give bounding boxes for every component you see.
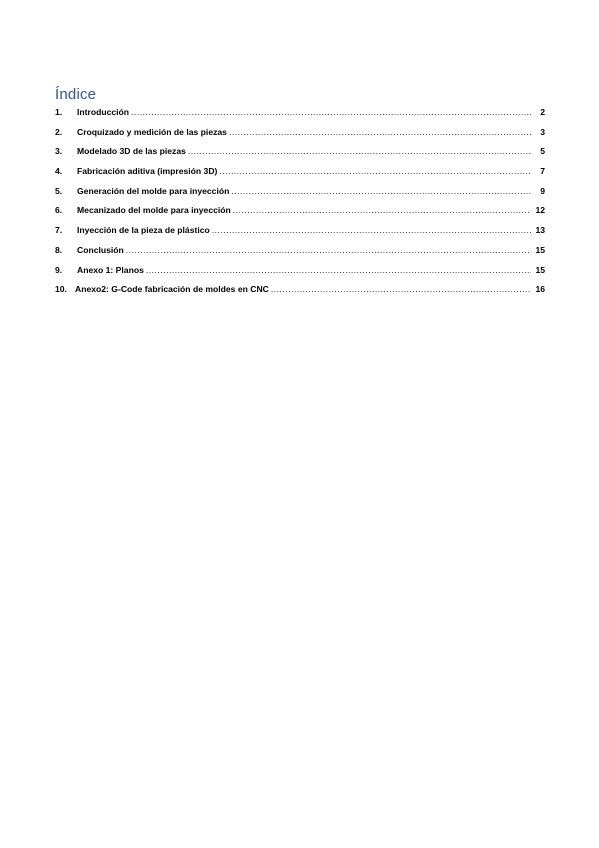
toc-entry-page: 7 <box>540 166 545 177</box>
toc-entry-modelado[interactable] <box>55 146 545 166</box>
toc-leader-dots <box>233 205 531 215</box>
toc-entry-number: 9. <box>55 264 63 275</box>
toc-entry-fabricacion[interactable] <box>55 166 545 186</box>
toc-entry-croquizado[interactable] <box>55 127 545 147</box>
toc-entry-title: Inyección de la pieza de plástico <box>77 225 210 236</box>
toc-entry-title: Conclusión <box>77 244 124 255</box>
toc-entry-title: Introducción <box>77 107 130 117</box>
toc-entry-number: 4. <box>55 166 63 177</box>
toc-entry-number: 1. <box>55 107 63 117</box>
toc-entry-title: Anexo 1: Planos <box>77 264 144 275</box>
toc-leader-dots <box>271 284 531 294</box>
toc-entry-title: Mecanizado del molde para inyección <box>77 205 231 216</box>
toc-leader-dots <box>219 166 531 176</box>
toc-leader-dots <box>229 127 531 137</box>
toc-title: Índice <box>55 86 97 103</box>
toc-entry-title: Modelado 3D de las piezas <box>77 146 186 157</box>
toc-entry-page: 13 <box>535 225 545 236</box>
toc-entry-anexo-1[interactable] <box>55 265 545 285</box>
toc-leader-dots <box>126 245 531 255</box>
toc-entry-page: 16 <box>535 284 545 295</box>
toc-leader-dots <box>146 265 531 275</box>
toc-entry-page: 12 <box>535 205 545 216</box>
toc-entry-page: 15 <box>535 264 545 275</box>
toc-entry-introduccion[interactable] <box>55 107 545 127</box>
toc-leader-dots <box>231 186 531 196</box>
toc-entry-inyeccion[interactable] <box>55 225 545 245</box>
toc-entry-conclusion[interactable] <box>55 245 545 265</box>
toc-entry-page: 15 <box>535 244 545 255</box>
toc-entry-page: 3 <box>540 126 545 137</box>
toc-entry-page: 5 <box>540 146 545 157</box>
toc-entry-number: 8. <box>55 244 63 255</box>
table-of-contents <box>55 107 545 304</box>
toc-entry-page: 2 <box>540 107 545 117</box>
toc-entry-number: 5. <box>55 185 63 196</box>
toc-leader-dots <box>188 146 531 156</box>
toc-entry-mecanizado[interactable] <box>55 205 545 225</box>
toc-leader-dots <box>212 225 531 235</box>
toc-entry-title: Generación del molde para inyección <box>77 185 230 196</box>
toc-entry-page: 9 <box>540 185 545 196</box>
toc-entry-title: Fabricación aditiva (impresión 3D) <box>77 166 218 177</box>
toc-entry-number: 6. <box>55 205 63 216</box>
toc-leader-dots <box>131 107 531 117</box>
toc-entry-number: 2. <box>55 126 63 137</box>
toc-entry-anexo-2[interactable] <box>55 284 545 304</box>
toc-entry-generacion-molde[interactable] <box>55 186 545 206</box>
toc-entry-number: 10. <box>55 284 67 295</box>
toc-entry-title: Anexo2: G-Code fabricación de moldes en CNC <box>75 284 269 295</box>
toc-entry-number: 7. <box>55 225 63 236</box>
toc-entry-title: Croquizado y medición de las piezas <box>77 126 227 137</box>
toc-entry-number: 3. <box>55 146 63 157</box>
